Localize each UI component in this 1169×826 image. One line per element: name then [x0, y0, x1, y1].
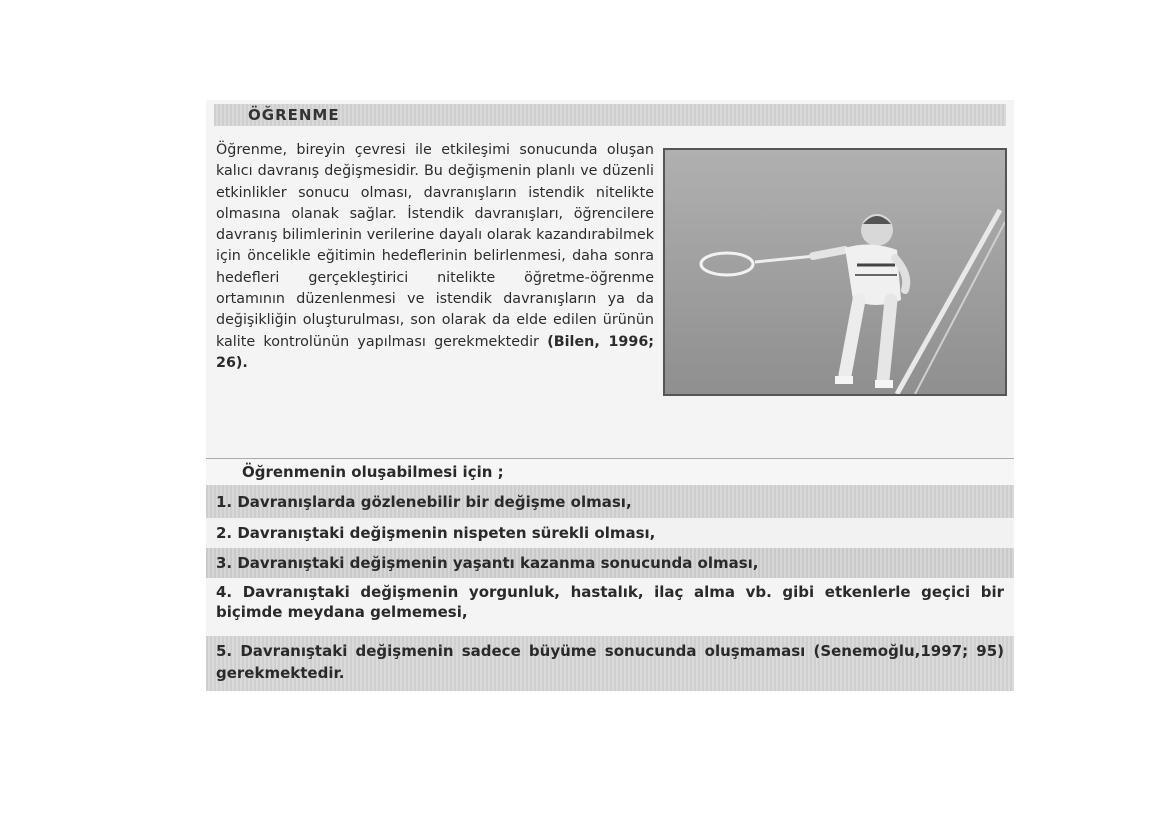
- document-page: [206, 100, 1014, 690]
- section-title-band: [214, 104, 1006, 126]
- intro-paragraph: [216, 140, 654, 374]
- list-heading: Öğrenmenin oluşabilmesi için ;: [206, 458, 1014, 485]
- section-title: ÖĞRENME: [248, 106, 340, 124]
- list-item: 5. Davranıştaki değişmenin sadece büyüme sonucunda oluşmaması (Senemoğlu,1997; 95) gerekmektedir.: [206, 636, 1014, 691]
- tennis-player-photo: [663, 148, 1007, 396]
- intro-text: Öğrenme, bireyin çevresi ile etkileşimi sonucunda oluşan kalıcı davranış değişmesidir. Bu değişmenin planlı ve düzenli etkinlikler sonucu olması, davranışların istendik nitelikte olmasına olanak sağlar. İstendik davranışları, öğrencilere davranış bilimlerinin verilerine dayalı olarak kazandırabilmek için öncelikle eğitimin hedeflerinin belirlenmesi, daha sonra hedefleri gerçekleştirici nitelikte öğretme-öğrenme ortamının düzenlenmesi ve istendik davranışların ya da değişikliğin oluşturulması, son olarak da elde edilen ürünün kalite kontrolünün yapılması gerekmektedir: [216, 142, 654, 350]
- list-item: 1. Davranışlarda gözlenebilir bir değişme olması,: [206, 485, 1014, 518]
- intro-citation: (Bilen, 1996; 26).: [216, 333, 654, 371]
- list-item: 3. Davranıştaki değişmenin yaşantı kazanma sonucunda olması,: [206, 548, 1014, 578]
- list-item: 4. Davranıştaki değişmenin yorgunluk, hastalık, ilaç alma vb. gibi etkenlerle geçici bir biçimde meydana gelmemesi,: [206, 578, 1014, 636]
- list-item: 2. Davranıştaki değişmenin nispeten sürekli olması,: [206, 518, 1014, 548]
- conditions-list: [206, 458, 1014, 691]
